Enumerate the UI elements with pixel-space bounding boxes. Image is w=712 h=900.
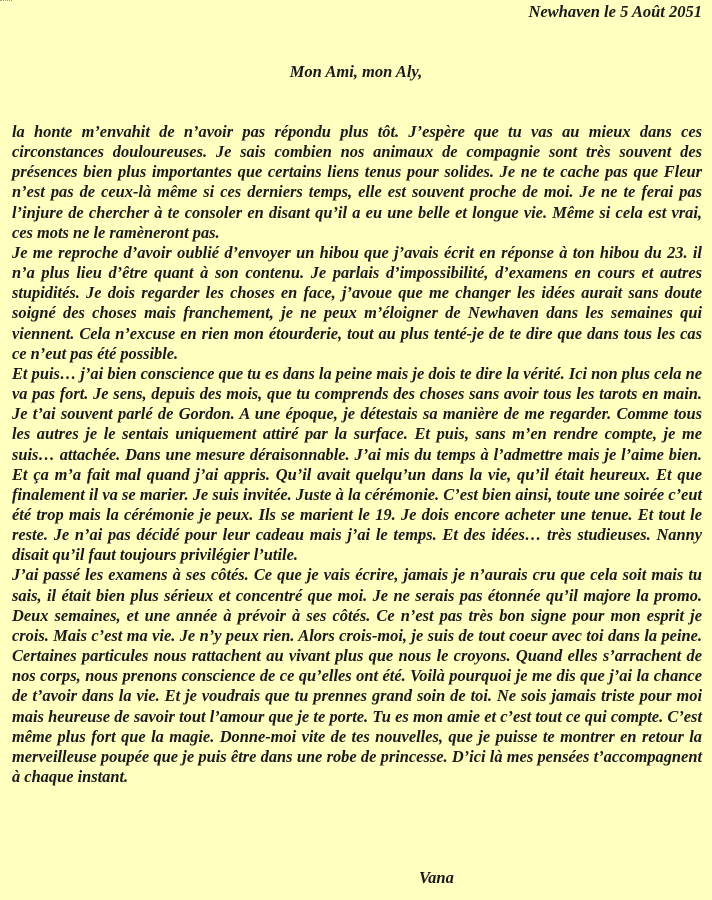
letter-dateline: Newhaven le 5 Août 2051 xyxy=(528,2,702,21)
corner-mark xyxy=(0,0,12,2)
letter-body xyxy=(12,122,702,787)
letter-paragraph: la honte m’envahit de n’avoir pas répondu plus tôt. J’espère que tu vas au mieux dans ces circonstances douloureuses. Je sais combien nos animaux de compagnie sont très souvent des présences bien plus importantes que certains liens tenus pour solides. Je ne te cache pas que Fleur n’est pas de ceux-là même si ces derniers temps, elle est souvent proche de moi. Je ne te ferai pas l’injure de chercher à te consoler en disant qu’il a eu une belle et longue vie. Même si cela est vrai, ces mots ne le ramèneront pas. xyxy=(12,122,702,242)
letter-paragraph: Je me reproche d’avoir oublié d’envoyer un hibou que j’avais écrit en réponse à ton hibou du 23. il n’a plus lieu d’être quant à son contenu. Je parlais d’impossibilité, d’examens en cours et autres stupidités. Je dois regarder les choses en face, j’avoue que me changer les idées aurait sans doute soigné des choses mais franchement, je ne peux m’éloigner de Newhaven dans les semaines qui viennent. Cela n’excuse en rien mon étourderie, tout au plus tenté-je de te dire que dans tous les cas ce n’eut pas été possible. xyxy=(12,242,702,363)
letter-signature: Vana xyxy=(419,868,454,887)
letter-salutation: Mon Ami, mon Aly, xyxy=(289,62,423,81)
letter-paragraph: Et puis… j’ai bien conscience que tu es dans la peine mais je dois te dire la vérité. Ici non plus cela ne va pas fort. Je sens, depuis des mois, que tu comprends des choses sans avoir tous les tarots en main. Je t’ai souvent parlé de Gordon. A une époque, je détestais sa manière de me regarder. Comme tous les autres je le sentais uniquement attiré par la surface. Et puis, sans m’en rendre compte, je me suis… attachée. Dans une mesure déraisonnable. J’ai mis du temps à l’admettre mais je l’aime bien. Et ça m’a fait mal quand j’ai appris. Qu’il avait quelqu’un dans la vie, qu’il était heureux. Et que finalement il va se marier. Je suis invitée. Juste à la cérémonie. C’est bien ainsi, toute une soirée c’eut été trop mais la cérémonie je peux. Ils se marient le 19. Je dois encore acheter une tenue. Et tout le reste. Je n’ai pas décidé pour leur cadeau mais j’ai le temps. Et des idées… très studieuses. Nanny disait qu’il faut toujours privilégier l’utile. xyxy=(12,363,702,565)
letter-paragraph: J’ai passé les examens à ses côtés. Ce que je vais écrire, jamais je n’aurais cru que cela soit mais tu sais, il était bien plus sérieux et concentré que moi. Je ne serais pas étonnée qu’il majore la promo. Deux semaines, et une année à prévoir à ses côtés. Ce n’est pas très bon signe pour mon esprit je crois. Mais c’est ma vie. Je n’y peux rien. Alors crois-moi, je suis de tout coeur avec toi dans la peine. Certaines particules nous rattachent au vivant plus que nous le croyons. Quand elles s’arrachent de nos corps, nous prenons conscience de ce qu’elles ont été. Voilà pourquoi je me dis que j’ai la chance de t’avoir dans la vie. Et je voudrais que tu prennes grand soin de toi. Ne sois jamais triste pour moi mais heureuse de savoir tout l’amour que je te porte. Tu es mon amie et c’est tout ce qui compte. C’est même plus fort que la magie. Donne-moi vite de tes nouvelles, que je puisse te montrer en retour la merveilleuse poupée que je puis être dans une robe de princesse. D’ici là mes pensées t’accompagnent à chaque instant. xyxy=(12,565,702,786)
